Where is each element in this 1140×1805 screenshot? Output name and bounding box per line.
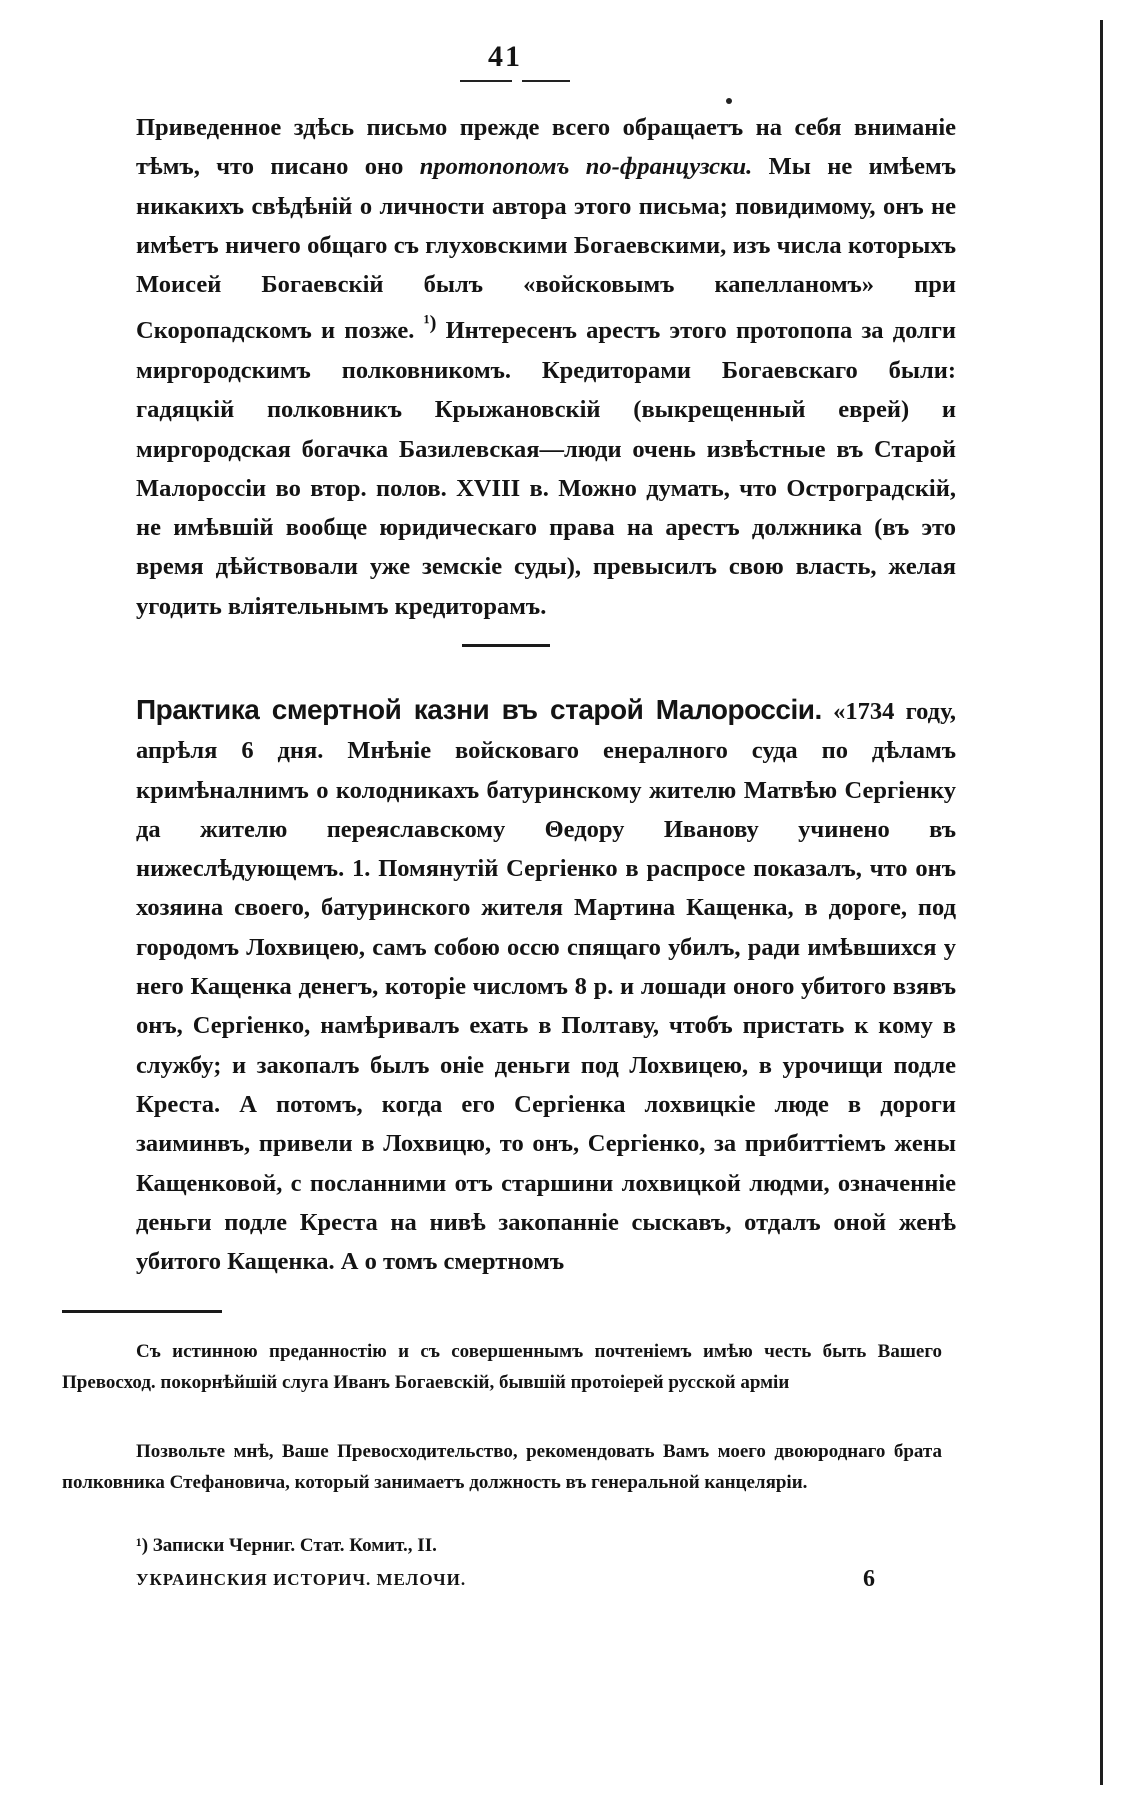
footnote-reference: ¹) xyxy=(423,312,437,335)
footnote-recommendation: Позвольте мнѣ, Ваше Превосходительство, рекомендовать Вамъ моего двоюроднаго брата полковника Стефановича, который занимаетъ должность въ генеральной канцеляріи. xyxy=(62,1441,942,1493)
footnote-rule xyxy=(62,1310,222,1313)
paragraph-execution-practice xyxy=(136,690,956,1281)
page-edge-line xyxy=(1100,20,1103,1785)
section-heading: Практика смертной казни въ старой Малороссіи. xyxy=(136,694,822,725)
ink-dot xyxy=(726,98,732,104)
footnote-closing: Съ истинною преданностію и съ совершеннымъ почтеніемъ имѣю честь быть Вашего Превосход. покорнѣйшій слуга Иванъ Богаевскій, бывшій протоіерей русской арміи xyxy=(62,1341,942,1393)
section-body: «1734 году, апрѣля 6 дня. Мнѣніе войсковаго енералного суда по дѣламъ кримѣналнимъ о колодникахъ батуринскому жителю Матвѣю Сергіенку да жителю переяславскому Θедору Иванову учинено въ нижеслѣдующемъ. 1. Помянутій Сергіенко в распросе показалъ, что онъ хозяина своего, батуринского жителя Мартина Кащенка, в дороге, под городомъ Лохвицею, самъ собою оссю спящаго убилъ, ради имѣвшихся у него Кащенка денегъ, которіе числомъ 8 р. и лошади оного убитого взявъ онъ, Сергіенко, намѣривалъ ехать в Полтаву, чтобъ пристать к кому в службу; и закопалъ былъ оніе деньги под Лохвицею, в урочищи подле Креста. А потомъ, когда его Сергіенка лохвицкіе люде в дороги заиминвъ, привели в Лохвицю, то онъ, Сергіенко, за прибиттіемъ жены Кащенковой, с посланними отъ старшини лохвицкой людми, означенніе деньги подле Креста на нивѣ закопанніе сыскавъ, отдалъ оной женѣ убитого Кащенка. А о томъ смертномъ xyxy=(136,698,956,1276)
printer-signature-line xyxy=(136,1566,876,1592)
paragraph-text-d: Интересенъ арестъ этого протопопа за долги миргородскимъ полковникомъ. Кредиторами Богаевскаго были: гадяцкій полковникъ Крыжановскій (выкрещенный еврей) и миргородская богачка Базилевская—люди очень извѣстные въ Старой Малороссіи во втор. полов. XVIII в. Можно думать, что Остроградскій, не имѣвшій вообще юридическаго права на арестъ должника (въ это время дѣйствовали уже земскіе суды), превысилъ свою власть, желая угодить вліятельнымъ кредиторамъ. xyxy=(136,317,956,620)
paragraph-text-c: Мы не имѣемъ никакихъ свѣдѣній о личности автора этого письма; повидимому, онъ не имѣетъ ничего общаго съ глуховскими Богаевскими, изъ числа которыхъ Моисей Богаевскій былъ «войсковымъ капелланомъ» при Скоропадскомъ и позже. xyxy=(136,153,956,345)
page-number: 41 xyxy=(488,40,522,73)
page-number-rule xyxy=(460,80,570,82)
footnote-source: ¹) Записки Черниг. Стат. Комит., II. xyxy=(136,1535,437,1556)
signature-number: 6 xyxy=(863,1566,876,1592)
signature-title: УКРАИНСКИЯ ИСТОРИЧ. МЕЛОЧИ. xyxy=(136,1570,467,1589)
paragraph-commentary xyxy=(136,108,956,626)
paragraph-text-a: Приведенное здѣсь письмо прежде всего обращаетъ на себя вниманіе тѣмъ, что писано оно xyxy=(136,114,956,181)
section-separator xyxy=(462,644,550,647)
paragraph-emphasis: протопопомъ по-французски. xyxy=(419,153,753,181)
